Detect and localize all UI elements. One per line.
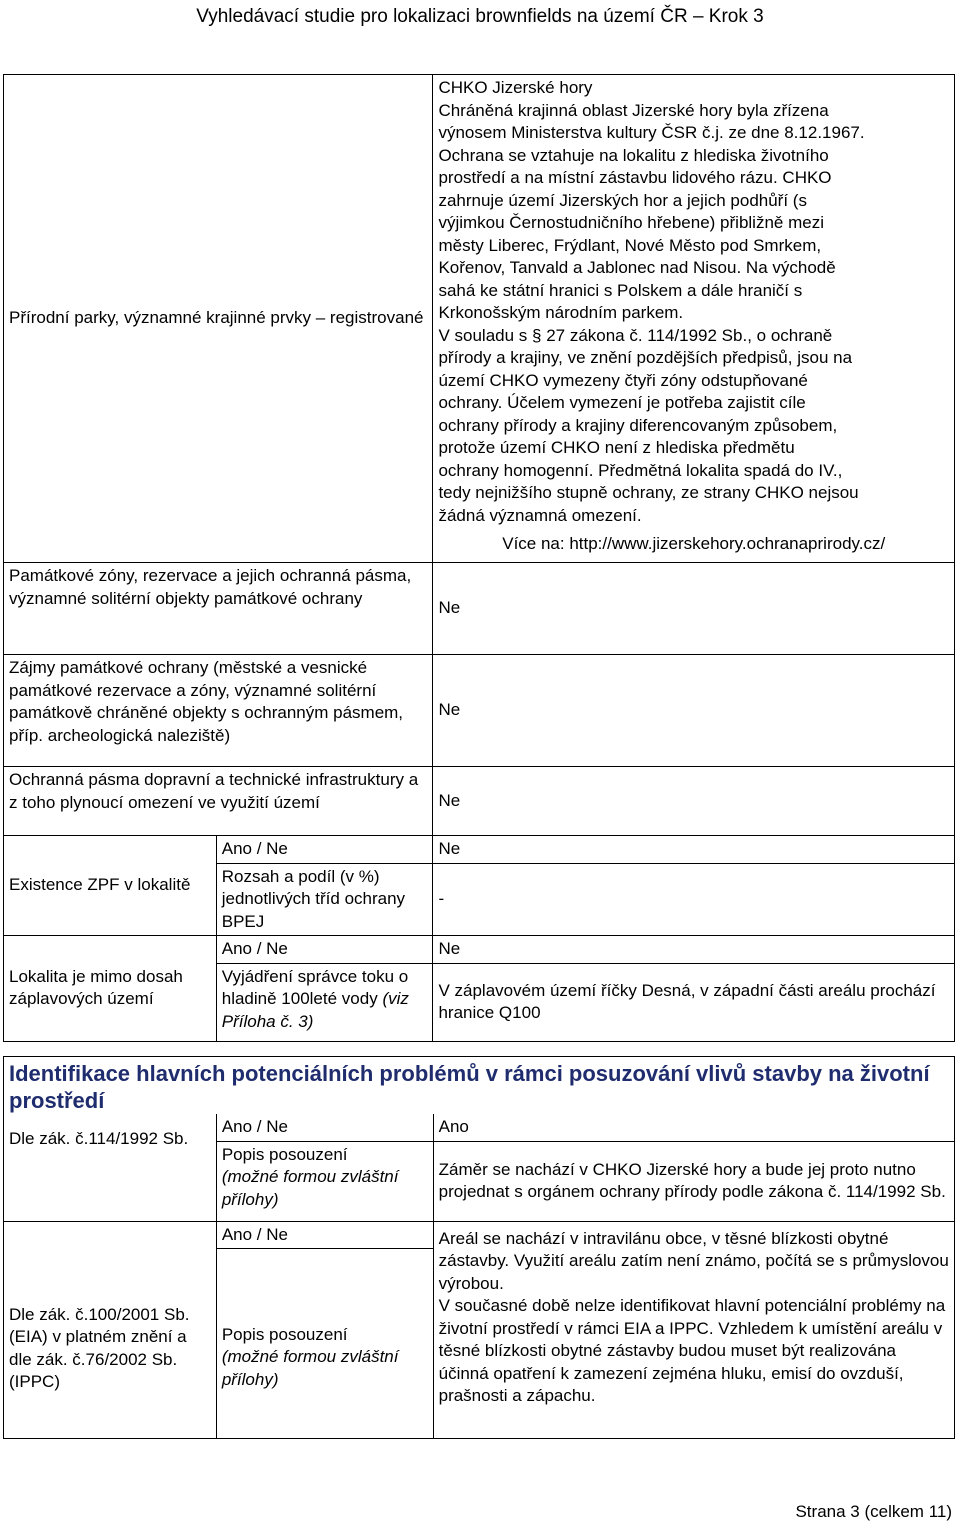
section-title: Identifikace hlavních potenciálních problémů v rámci posuzování vlivů stavby na životní prostředí <box>9 1061 930 1113</box>
eia-row2-sub2-cell <box>216 1249 433 1439</box>
interests-value-cell <box>433 655 955 767</box>
eia-row2-sub2: Popis posouzení <box>221 1324 348 1344</box>
zpf-val2-cell <box>433 863 955 936</box>
flood-val2: V záplavovém území říčky Desná, v západní části areálu prochází hranice Q100 <box>438 980 936 1022</box>
parks-label-cell <box>4 75 433 563</box>
chko-line: prostředí a na místní zástavbu lidového rázu. CHKO <box>438 168 832 187</box>
eia-row2-sub2-note: (možné formou zvláštní přílohy) <box>221 1347 399 1389</box>
eia-row1-label: Dle zák. č.114/1992 Sb. <box>9 1129 189 1148</box>
flood-sub1-cell <box>216 936 433 964</box>
zpf-sub1-cell <box>216 836 433 864</box>
chko-line: ochrany přírody a krajiny diferencovaným způsobem, <box>438 415 838 435</box>
eia-row2-sub1: Ano / Ne <box>221 1224 288 1244</box>
eia-row1-sub2-cell <box>216 1141 433 1221</box>
chko-lines <box>438 77 949 527</box>
flood-label: Lokalita je mimo dosah záplavových území <box>9 966 183 1009</box>
monuments-label-cell <box>4 563 433 655</box>
interests-label: Zájmy památkové ochrany (městské a vesnické památkové rezervace a zóny, významné solitérní památkově chráněné objekty s ochranným pásmem, příp. archeologická naleziště) <box>9 658 404 745</box>
chko-line: Chráněná krajinná oblast Jizerské hory byla zřízena <box>438 100 829 120</box>
eia-row1-val1-cell <box>433 1114 954 1141</box>
monuments-value-cell <box>433 563 955 655</box>
chko-line: výnosem Ministerstva kultury ČSR č.j. ze dne 8.12.1967. <box>438 123 865 142</box>
flood-val2-cell <box>433 963 955 1041</box>
transport-value-cell <box>433 767 955 836</box>
parks-label: Přírodní parky, významné krajinné prvky – registrované <box>9 308 424 328</box>
transport-label: Ochranná pásma dopravní a technické infrastruktury a z toho plynoucí omezení ve využití území <box>9 770 419 812</box>
eia-row1-sub2: Popis posouzení <box>221 1144 348 1164</box>
chko-line: CHKO Jizerské hory <box>438 78 593 97</box>
eia-row1-sub2-note: (možné formou zvláštní přílohy) <box>221 1167 399 1209</box>
chko-line: Kořenov, Tanvald a Jablonec nad Nisou. Na východě <box>438 258 836 277</box>
chko-line: sahá ke státní hranici s Polskem a dále hraničí s <box>438 280 803 300</box>
eia-problems-table <box>3 1056 955 1439</box>
zpf-label: Existence ZPF v lokalitě <box>9 875 191 895</box>
eia-row2-label: Dle zák. č.100/2001 Sb. (EIA) v platném znění a dle zák. č.76/2002 Sb. (IPPC) <box>9 1304 190 1392</box>
eia-title-cell <box>4 1057 955 1115</box>
chko-line: tedy nejnižšího stupně ochrany, ze strany CHKO nejsou <box>438 483 859 502</box>
chko-line: městy Liberec, Frýdlant, Nové Město pod Smrkem, <box>438 235 822 255</box>
zpf-val1: Ne <box>438 839 461 858</box>
interests-label-cell <box>4 655 433 767</box>
zpf-sub1: Ano / Ne <box>221 839 288 858</box>
eia-row2-val-cell <box>433 1221 954 1439</box>
chko-line: ochrany. Účelem vymezení je potřeba zajistit cíle <box>438 393 806 412</box>
chko-line: Krkonošským národním parkem. <box>438 303 684 322</box>
chko-line: zahrnuje území Jizerských hor a jejich podhůří (s <box>438 190 807 210</box>
eia-row1-sub1: Ano / Ne <box>221 1117 288 1136</box>
flood-val1-cell <box>433 936 955 964</box>
monuments-value: Ne <box>438 598 461 618</box>
eia-row2-para1: Areál se nachází v intravilánu obce, v těsné blízkosti obytné zástavby. Využití areálu zatím není známo, počítá se s průmyslovou výrobou. <box>438 1228 949 1293</box>
eia-row2-label-cell <box>4 1221 217 1439</box>
chko-line: žádná významná omezení. <box>438 505 642 525</box>
chko-line: Ochrana se vztahuje na lokalitu z hlediska životního <box>438 145 829 165</box>
chko-line: výjimkou Černostudničního hřebene) přibližně mezi <box>438 213 824 232</box>
flood-sub1: Ano / Ne <box>221 939 288 958</box>
chko-line: ochrany homogenní. Předmětná lokalita spadá do IV., <box>438 460 843 480</box>
zpf-val1-cell <box>433 836 955 864</box>
eia-row2-para2: V současné době nelze identifikovat hlavní potenciální problémy na životní prostředí v rámci EIA a IPPC. Vzhledem k umístění areálu v těsné blízkosti obytné zástavby budou muset být realizována účinná opatření k zamezení zejména hluku, emisí do ovzduší, prašnosti a zápachu. <box>438 1296 946 1405</box>
zpf-val2: - <box>438 889 445 908</box>
flood-sub2-note: (viz Příloha č. 3) <box>221 989 409 1031</box>
zpf-sub2-cell <box>216 863 433 936</box>
chko-line: V souladu s § 27 zákona č. 114/1992 Sb., o ochraně <box>438 325 833 345</box>
monuments-label: Památkové zóny, rezervace a jejich ochranná pásma, významné solitérní objekty památkové ochrany <box>9 566 412 608</box>
site-constraints-table <box>3 74 955 1042</box>
eia-row1-sub1-cell <box>216 1114 433 1141</box>
transport-value: Ne <box>438 790 461 810</box>
eia-row1-label-cell <box>4 1114 217 1221</box>
flood-sub2-cell <box>216 963 433 1041</box>
flood-val1: Ne <box>438 939 461 958</box>
interests-value: Ne <box>438 700 461 720</box>
chko-line: přírody a krajiny, ve znění pozdějších předpisů, jsou na <box>438 348 853 367</box>
chko-line: území CHKO vymezeny čtyři zóny odstupňované <box>438 370 808 390</box>
eia-row2-sub1-cell <box>216 1221 433 1249</box>
flood-label-cell <box>4 936 217 1042</box>
zpf-sub2: Rozsah a podíl (v %) jednotlivých tříd ochrany BPEJ <box>221 866 406 931</box>
eia-row1-val1: Ano <box>438 1117 469 1136</box>
eia-row1-val2-cell <box>433 1141 954 1221</box>
page-footer: Strana 3 (celkem 11) <box>795 1502 952 1521</box>
page-header-title: Vyhledávací studie pro lokalizaci brownfields na území ČR – Krok 3 <box>196 6 764 27</box>
eia-row1-val2: Záměr se nachází v CHKO Jizerské hory a bude jej proto nutno projednat s orgánem ochrany přírody podle zákona č. 114/1992 Sb. <box>438 1159 946 1201</box>
flood-sub2: Vyjádření správce toku o hladině 100leté vody <box>221 966 409 1008</box>
chko-more-link[interactable]: Více na: http://www.jizerskehory.ochranaprirody.cz/ <box>502 534 886 553</box>
zpf-label-cell <box>4 836 217 936</box>
transport-label-cell <box>4 767 433 836</box>
chko-line: protože území CHKO není z hlediska předmětu <box>438 438 795 457</box>
parks-value-cell <box>433 75 955 563</box>
